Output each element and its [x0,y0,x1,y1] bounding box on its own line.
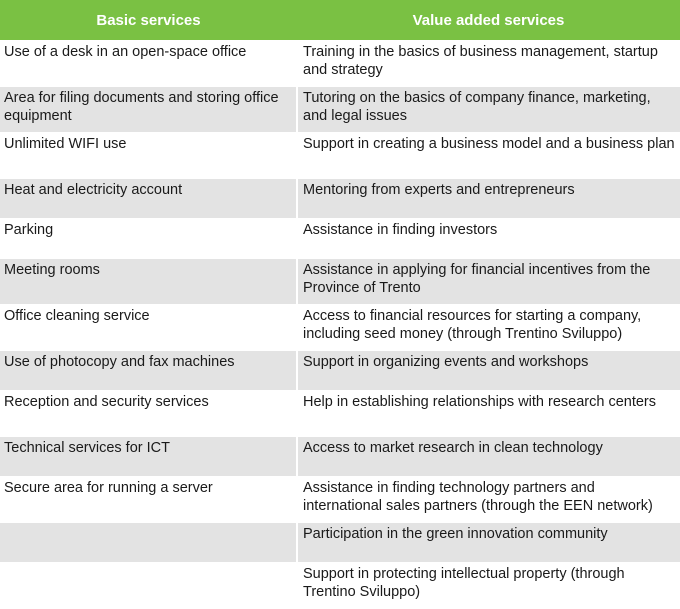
value-added-service-cell: Support in creating a business model and a business plan [297,133,680,179]
table-header [0,0,680,41]
basic-service-cell: Use of a desk in an open-space office [0,41,297,87]
table-row [0,305,680,351]
table-row [0,259,680,305]
table-row [0,179,680,219]
table-row [0,41,680,87]
table-row [0,563,680,609]
header-basic-services: Basic services [0,0,297,41]
value-added-service-cell: Tutoring on the basics of company finance, marketing, and legal issues [297,87,680,133]
basic-service-cell [0,523,297,563]
basic-service-cell: Technical services for ICT [0,437,297,477]
basic-service-cell: Reception and security services [0,391,297,437]
basic-service-cell: Meeting rooms [0,259,297,305]
value-added-service-cell: Mentoring from experts and entrepreneurs [297,179,680,219]
basic-service-cell: Secure area for running a server [0,477,297,523]
value-added-service-cell: Access to financial resources for starting a company, including seed money (through Trentino Sviluppo) [297,305,680,351]
value-added-service-cell: Help in establishing relationships with research centers [297,391,680,437]
table-row [0,87,680,133]
value-added-service-cell: Assistance in finding technology partners and international sales partners (through the EEN network) [297,477,680,523]
basic-service-cell [0,563,297,609]
basic-service-cell: Use of photocopy and fax machines [0,351,297,391]
value-added-service-cell: Assistance in applying for financial incentives from the Province of Trento [297,259,680,305]
value-added-service-cell: Assistance in finding investors [297,219,680,259]
basic-service-cell: Area for filing documents and storing office equipment [0,87,297,133]
table-row [0,219,680,259]
value-added-service-cell: Access to market research in clean technology [297,437,680,477]
table-body [0,41,680,609]
header-row [0,0,680,41]
basic-service-cell: Office cleaning service [0,305,297,351]
basic-service-cell: Heat and electricity account [0,179,297,219]
table-row [0,391,680,437]
value-added-service-cell: Participation in the green innovation community [297,523,680,563]
value-added-service-cell: Support in organizing events and workshops [297,351,680,391]
table-row [0,523,680,563]
value-added-service-cell: Support in protecting intellectual property (through Trentino Sviluppo) [297,563,680,609]
header-value-added-services: Value added services [297,0,680,41]
basic-service-cell: Parking [0,219,297,259]
table-row [0,351,680,391]
table-row [0,477,680,523]
basic-service-cell: Unlimited WIFI use [0,133,297,179]
table-row [0,133,680,179]
table-row [0,437,680,477]
value-added-service-cell: Training in the basics of business management, startup and strategy [297,41,680,87]
